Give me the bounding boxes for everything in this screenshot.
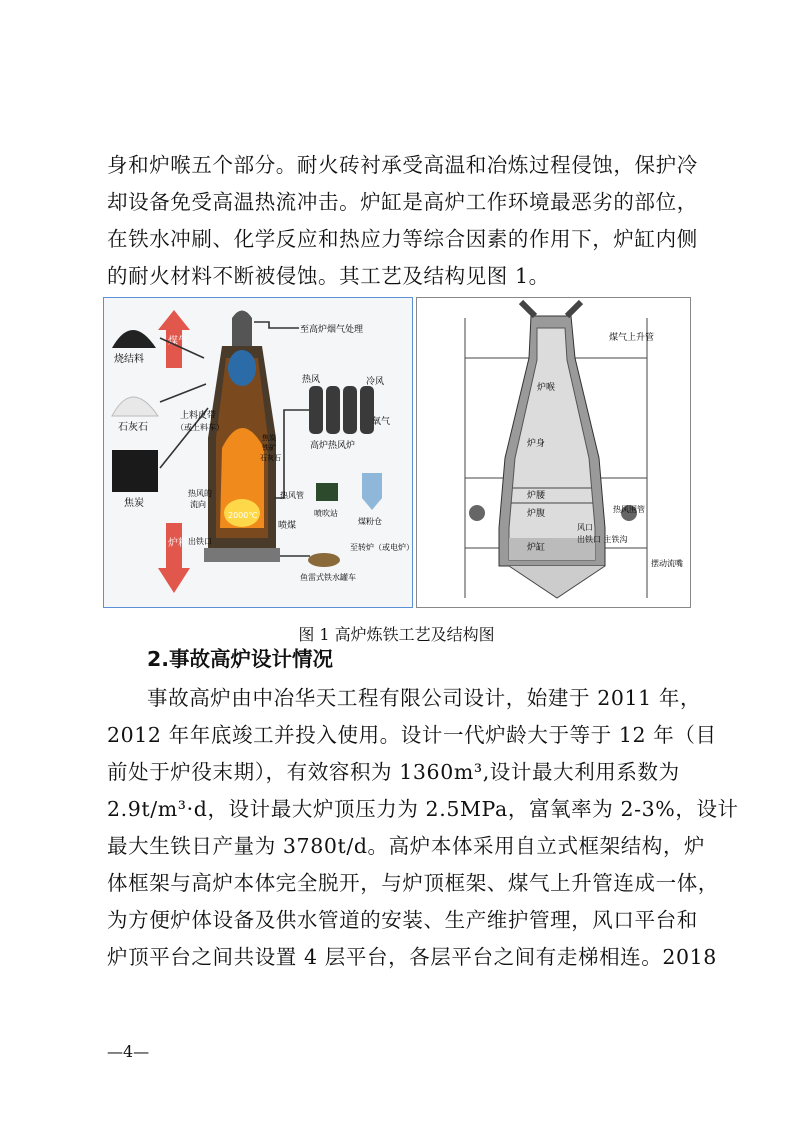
text-line: 在铁水冲刷、化学反应和热应力等综合因素的作用下，炉缸内侧 xyxy=(107,227,698,251)
belt-label: 上料皮带 xyxy=(180,411,217,421)
coke-label: 焦炭 xyxy=(124,498,144,509)
torpedo-car xyxy=(308,553,340,567)
tuyere-label: 热风的 xyxy=(188,489,212,498)
torpedo-label: 鱼雷式铁水罐车 xyxy=(300,573,356,582)
bustle-pipe-label: 热风围管 xyxy=(613,505,645,514)
design-paragraph xyxy=(107,680,739,976)
gas-outlet-line xyxy=(254,322,299,328)
stove-label: 高炉热风炉 xyxy=(310,441,356,451)
belly-label: 炉腰 xyxy=(527,491,546,501)
section-heading: 2.事故高炉设计情况 xyxy=(147,647,334,671)
to-gas-treatment-label: 至高炉烟气处理 xyxy=(300,325,364,335)
taphole-label: 出铁口 xyxy=(188,537,212,546)
taphole-runner-label: 出铁口 主铁沟 xyxy=(577,535,628,544)
temperature-label: 2000℃ xyxy=(228,511,258,520)
page-number: —4— xyxy=(107,1042,150,1061)
text-line: 身和炉喉五个部分。耐火砖衬承受高温和冶炼过程侵蚀，保护冷 xyxy=(107,153,698,177)
gas-arrow-label: 煤气 xyxy=(168,336,188,347)
to-converter-label: 至转炉（或电炉） xyxy=(350,543,412,552)
limestone-label: 石灰石 xyxy=(118,422,148,433)
hearth-label: 炉缸 xyxy=(527,543,546,553)
coke-layer-label: 焦炭 xyxy=(262,434,276,442)
charge-arrow-label: 炉料 xyxy=(168,538,188,549)
furnace-structure-svg xyxy=(417,298,690,607)
coal-bin-label: 煤粉仓 xyxy=(358,517,382,526)
text-line: 却设备免受高温热流冲击。炉缸是高炉工作环境最恶劣的部位， xyxy=(107,190,698,214)
text-line: 前处于炉役末期），有效容积为 1360m³,设计最大利用系数为 xyxy=(107,760,680,784)
hot-blast-stove xyxy=(309,386,374,434)
text-line: 最大生铁日产量为 3780t/d。高炉本体采用自立式框架结构，炉 xyxy=(107,834,706,858)
coal-injection-label: 喷煤 xyxy=(278,521,297,531)
coke-pile xyxy=(112,450,158,492)
oxygen-label: 氧气 xyxy=(372,417,391,427)
text-line: 为方便炉体设备及供水管道的安装、生产维护管理，风口平台和 xyxy=(107,908,698,932)
text-line: 炉顶平台之间共设置 4 层平台，各层平台之间有走梯相连。2018 xyxy=(107,945,717,969)
limestone-pile xyxy=(112,397,158,416)
hot-blast-main-label: 热风管 xyxy=(280,491,304,500)
furnace-structure-diagram xyxy=(416,297,691,608)
tuyere-label: 风口 xyxy=(577,523,593,532)
sinter-pile xyxy=(112,330,156,348)
uptake-label: 煤气上升管 xyxy=(609,333,655,343)
bosh-label: 炉腹 xyxy=(527,509,546,519)
throat-label: 炉喉 xyxy=(537,383,556,393)
bustle-pipe-left xyxy=(469,505,485,521)
cold-blast-label: 冷风 xyxy=(366,377,385,387)
figure-caption: 图 1 高炉炼铁工艺及结构图 xyxy=(298,625,495,644)
process-diagram xyxy=(103,297,413,608)
text-line: 体框架与高炉本体完全脱开，与炉顶框架、煤气上升管连成一体， xyxy=(107,871,719,895)
sinter-label: 烧结料 xyxy=(114,354,144,365)
intro-paragraph xyxy=(107,147,698,295)
text-line: 2012 年年底竣工并投入使用。设计一代炉龄大于等于 12 年（目 xyxy=(107,723,717,747)
shaft-label: 炉身 xyxy=(527,439,546,449)
coal-bin xyxy=(362,473,382,510)
tuyere-label-2: 流向 xyxy=(190,500,206,509)
charge-down-arrow xyxy=(158,523,190,593)
text-line: 2.9t/m³·d，设计最大炉顶压力为 2.5MPa，富氧率为 2-3%，设计 xyxy=(107,797,739,821)
limestone-layer-label: 石灰石 xyxy=(260,454,281,462)
text-line: 事故高炉由中冶华天工程有限公司设计，始建于 2011 年， xyxy=(147,686,702,710)
tilting-runner-label: 摆动流嘴 xyxy=(651,559,683,568)
hot-blast-label: 热风 xyxy=(302,375,321,385)
ore-layer-label: 铁矿 xyxy=(262,444,276,452)
belt-sub-label: （或上料车） xyxy=(176,423,224,432)
injection-station-label: 喷吹站 xyxy=(314,509,338,518)
text-line: 的耐火材料不断被侵蚀。其工艺及结构见图 1。 xyxy=(107,264,550,288)
process-diagram-svg xyxy=(104,298,412,607)
foundation xyxy=(509,566,605,598)
injection-station xyxy=(316,483,338,501)
gas-uptake-pipes xyxy=(521,302,581,316)
